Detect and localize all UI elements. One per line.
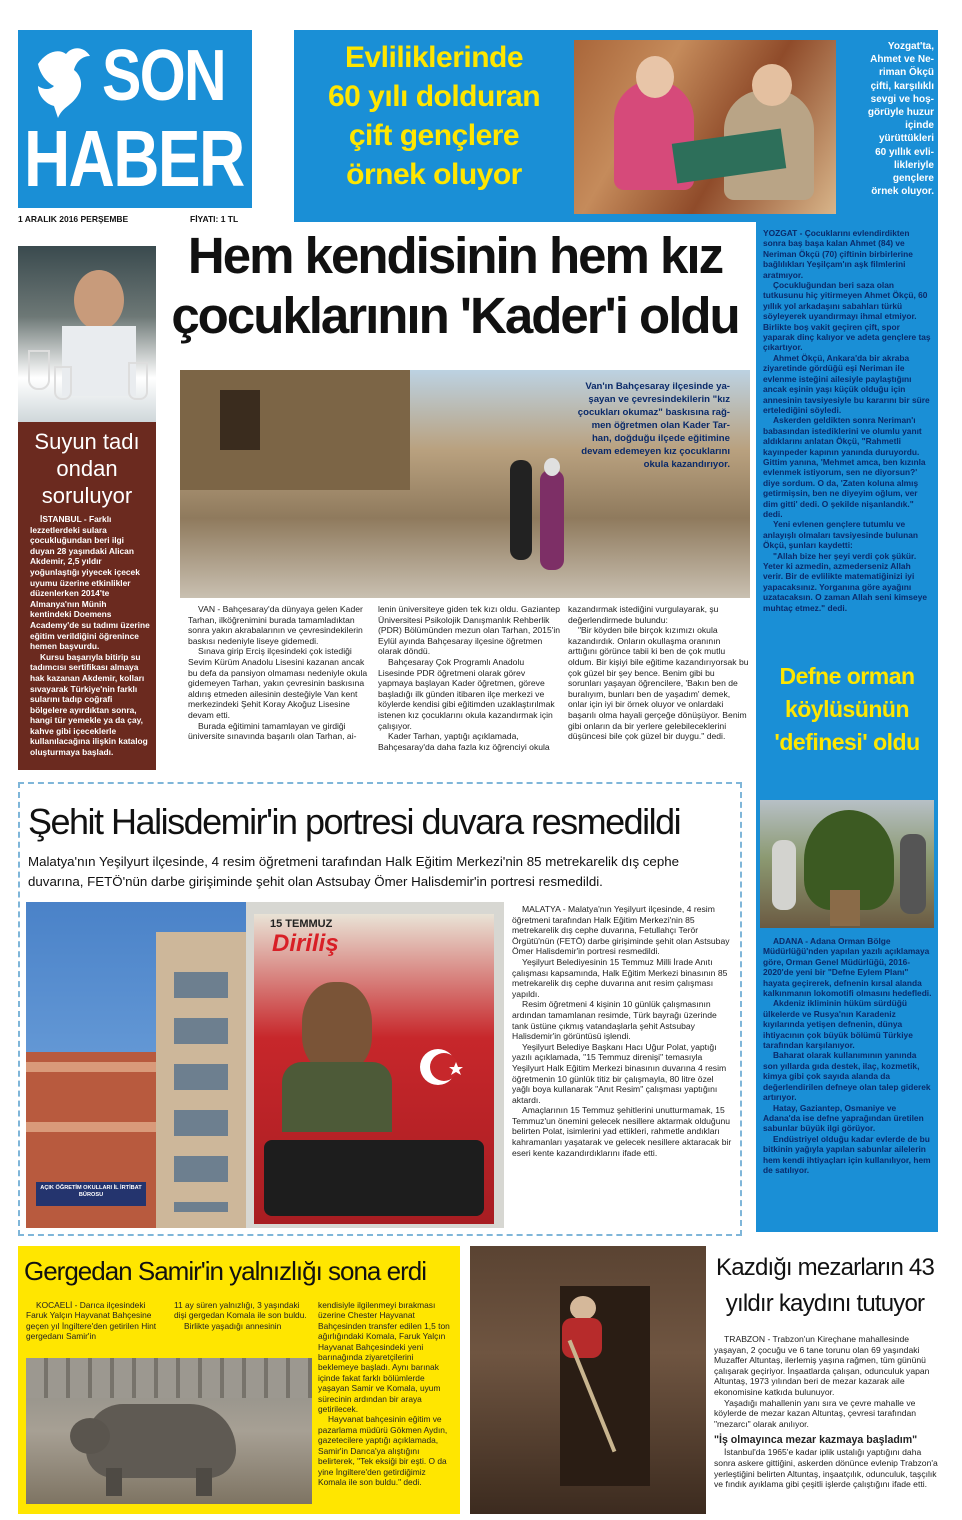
top-headline-line: Evliliklerinde	[344, 41, 524, 74]
defne-body	[763, 936, 933, 1175]
body-paragraph: Kursu başarıyla bitirip su tadımcısı sertifikası almaya hak kazanan Akdemir, kolları sıvayarak Türkiye'nin farklı sularını tadıp coğrafi bölgelere ayırdıktan sonra, hangi tür yemekle ya da çay, kahve gibi içeceklerle kullanılacağına ilişkin katalog oluşturmaya başladı.	[30, 651, 148, 758]
caption-line: çocukları okumaz" baskısına rağ-	[577, 407, 730, 418]
side-story-box	[18, 422, 156, 770]
top-headline-line: örnek oluyor	[346, 158, 522, 191]
body-paragraph: Endüstriyel olduğu kadar evlerde de bu bitkinin yağıyla yapılan sabunlar ailelerin hem kendi ihtiyaçları için kullanılıyor, hem de satılıyor.	[763, 1133, 931, 1175]
body-paragraph: Yeşilyurt Belediyesinin 15 Temmuz Milli İrade Anıtı çalışması kapsamında, Halk Eğitim Merkezi binasının 85 metrekarelik dış cephe duvarına anıt resim çalışması yapıldı.	[512, 956, 728, 999]
caption-line: devam edemeyen kız çocuklarını	[581, 446, 730, 457]
grave-headline-line: Kazdığı mezarların 43	[716, 1254, 934, 1281]
body-paragraph: Bahçesaray Çok Programlı Anadolu Lisesinde PDR öğretmeni olarak görev yapmaya başlayan Kader öğretmen, göreve başladığı ilk günden itibaren ilçe merkezi ve köylerde kendisi gibi eğitimden uzaklaştırılmak istenen kız çocuklarını okula kazandırmak için çalışıyor.	[378, 656, 555, 731]
top-story-body	[763, 228, 933, 613]
grave-body	[714, 1334, 938, 1490]
logo-line2: HABER	[24, 114, 244, 203]
mural-sign: AÇIK ÖĞRETİM OKULLARI İL İRTİBAT BÜROSU	[40, 1185, 142, 1198]
caption-line: Ahmet ve Ne-	[870, 54, 934, 66]
rhino-col3	[318, 1300, 454, 1487]
body-paragraph: kazandırmak istediğini vurgulayarak, şu değerlendirmede bulundu:	[568, 604, 719, 625]
body-paragraph: Resim öğretmeni 4 kişinin 10 günlük çalışmasının ardından tamamlanan resimde, Türk bayrağı üzerinde tank üstüne çıkmış vatandaşlarla şehit Astsubay Halisdemir'in görüntüsü işlendi.	[512, 999, 717, 1042]
grave-headline	[712, 1250, 938, 1322]
body-paragraph: 11 ay süren yalnızlığı, 3 yaşındaki dişi gergedan Komala ile son buldu.	[174, 1300, 307, 1321]
side-story-headline	[18, 428, 156, 509]
body-paragraph: Hatay, Gaziantep, Osmaniye ve Adana'da ise defne yaprağından üretilen sabunlar büyük ilgi görüyor.	[763, 1102, 924, 1134]
body-paragraph: TRABZON - Trabzon'un Kireçhane mahallesinde yaşayan, 2 çocuğu ve 6 tane torunu olan 69 yaşındaki Muzaffer Altuntaş, ilerlemiş yaşına rağmen, tüm gününü çalışarak geçiriyor. İnşaatlarda çalışan, odunculuk yapan Altuntaş, 1973 yılından beri de mezar kazarak aile ekonomisine katkıda bulunuyor.	[714, 1334, 930, 1397]
main-story-col1	[188, 604, 372, 774]
body-paragraph: Hayvanat bahçesinin eğitim ve pazarlama müdürü Gökmen Aydın, gazetecilere yaptığı açıklamada, Samir'in Darıca'ya alıştığını belirterek, "Tek eksiği bir eşti. O da yine İngiltere'den getirdiğimiz Komala ile son buldu." dedi.	[318, 1414, 448, 1487]
body-paragraph: MALATYA - Malatya'nın Yeşilyurt ilçesinde, 4 resim öğretmeni tarafından Halk Eğitim Merkezi'nin 85 metrekarelik dış cephe duvarına, Fetullahçı Terör Örgütü'nün (FETÖ) darbe girişiminde şehit olan Astsubay Ömer Halisdemir'in portresi resmedildi.	[512, 904, 730, 957]
caption-line: şayan ve çevresindekilerin "kız	[588, 394, 730, 405]
dove-icon	[28, 44, 98, 122]
rhino-col1	[26, 1300, 164, 1342]
elderly-couple-photo	[574, 40, 836, 214]
caption-line: okula kazandırıyor.	[643, 459, 730, 470]
main-story-col3	[568, 604, 750, 774]
masthead-logo[interactable]	[18, 30, 252, 208]
caption-line: çifti, karşılıklı	[870, 80, 934, 92]
crescent-star-icon	[416, 1042, 466, 1092]
mural-title-small: 15 TEMMUZ	[270, 918, 333, 930]
halisdemir-headline: Şehit Halisdemir'in portresi duvara resmedildi	[28, 801, 681, 842]
defne-headline	[756, 660, 938, 759]
top-headline-line: 60 yılı dolduran	[327, 80, 541, 113]
body-paragraph: "Bir köyden bile birçok kızımızı okula kazandırdık. Onların okullaşma oranının arttığını görünce tabii ki ben de çok mutlu oldum. Bir kişiyi bile eğitime kazandırıyorsak bu çok güzel bir şey bence. Benim gibi bu sorunları yaşayan öğrencilere, 'Bakın ben de buralıyım, bunları ben de yaşadım' demek, onlar için iyi bir örnek oluyor ve onlardaki başarılı olma hayali gerçeğe dönüşüyor. Benim gibi onların da bir yerlere gelebileceklerini düşüncesi bile çok güzel bir duygu." dedi.	[568, 625, 749, 742]
halisdemir-body	[512, 904, 734, 1158]
caption-line: 60 yıllık evli-	[875, 146, 934, 158]
issue-price: FİYATI: 1 TL	[190, 214, 239, 224]
grave-subhead: "İş olmayınca mezar kazmaya başladım"	[714, 1434, 918, 1447]
defne-headline-line: Defne orman	[779, 663, 915, 689]
mural-title-big: Diriliş	[272, 930, 339, 957]
top-story-box	[294, 30, 938, 222]
body-paragraph: "Allah bize her şeyi verdi çok şükür. Yeter ki azmedin, azmederseniz Allah verir. Bir de evlilikte matematiğinizi iyi yapacaksınız. Yorganına göre ayağını uzatacaksın. O zaman Allah seni kimseye muhtaç etmez." dedi.	[763, 550, 928, 613]
main-story-col2	[378, 604, 562, 774]
top-story-headline	[294, 38, 574, 194]
body-paragraph: Baharat olarak kullanımının yanında son yıllarda gıda destek, ilaç, kozmetik, kimya gibi çok sayıda alanda da değerlendirilen defneye olan talep giderek artırıyor.	[763, 1050, 931, 1103]
caption-line: han, doğduğu ilçede eğitimine	[591, 433, 730, 444]
body-paragraph: ADANA - Adana Orman Bölge Müdürlüğü'nden yapılan yazılı açıklamaya göre, Orman Genel Müdürlüğü, 2016-2020'de yeni bir "Defne Eylem Planı" hayata geçirerek, defnenin kırsal alanda kalkınmanın lokomotifi olmasını hedefledi.	[763, 936, 932, 999]
grave-digger-photo	[470, 1246, 706, 1514]
side-story-body	[30, 514, 150, 758]
body-paragraph: İSTANBUL - Farklı lezzetlerdeki sulara çocukluğundan beri ilgi duyan 28 yaşındaki Alican Akdemir, 2,5 yıldır yoğunlaştığı yiyecek içecek uyumu üzerine etkinlikler düzenlerken 2014'te Almanya'nın Münih kentindeki Doemens Academy'de su tadımı üzerine eğitim verildiğini öğrenince hemen başvurdu.	[30, 514, 150, 652]
top-story-caption	[842, 40, 934, 198]
caption-line: likleriyle	[893, 159, 934, 171]
issue-date: 1 ARALIK 2016 PERŞEMBE	[18, 214, 129, 224]
defne-headline-line: köylüsünün	[784, 696, 910, 722]
body-paragraph: Sınava girip Erciş ilçesindeki çok istediği Sevim Kürüm Anadolu Lisesini kazanan ancak bu defa da pansiyon olmaması nedeniyle okula gidemeyen Tarhan, yakın çevresinin baskısına aldırış etmeden ailesinin desteğiyle Van kent merkezindeki Şehit Koray Akoğuz Lisesine devam etti.	[188, 646, 368, 720]
body-paragraph: İstanbul'da 1965'e kadar iplik ustalığı yaptığını daha sonra askere gittiğini, askerden dönünce evlenip Trabzon'a yerleştiğini belirten Altuntaş, inşaatçılık, odunculuk, taşçılık ve fındık ayıklama gibi çeşitli işlerde çalıştığını ifade etti.	[714, 1447, 938, 1490]
main-headline-line: çocuklarının 'Kader'i oldu	[171, 287, 739, 344]
body-paragraph: Çocukluğundan beri saza olan tutkusunu hiç yitirmeyen Ahmet Ökçü, 60 yıllık yol arkadaşını sabahları türkü söyleyerek uyandırmayı ihmal etmiyor. Birlikte boş vakit geçiren çift, spor yaparak dinç kalıyor ve adeta gençlere taş çıkartıyor.	[763, 280, 931, 353]
body-paragraph: KOCAELİ - Darıca ilçesindeki Faruk Yalçın Hayvanat Bahçesine geçen yıl İngiltere'den getirilen Hint gergedanı Samir'in	[26, 1300, 157, 1342]
body-paragraph: Birlikte yaşadığı annesinin	[184, 1320, 282, 1331]
caption-line: Van'ın Bahçesaray ilçesinde ya-	[585, 381, 730, 392]
side-headline-line: Suyun tadı	[34, 429, 140, 454]
body-paragraph: YOZGAT - Çocuklarını evlendirdikten sonra baş başa kalan Ahmet (84) ve Neriman Ökçü (70) çiftinin birbirlerine bağlılıkları Yeşilçam'ın aşk filmlerini aratmıyor.	[763, 228, 913, 280]
main-headline	[160, 226, 750, 346]
caption-line: gençlere	[892, 173, 934, 185]
side-headline-line: ondan	[56, 456, 118, 481]
body-paragraph: Askerden geldikten sonra Neriman'ı babasından istediklerini ve olumlu yanıt aldıklarını anlatan Ökçü, "Rahmetli kayınpeder kapının yanında duruyordu. Gittim yanına, 'Mehmet amca, ben kızınla evlenmek istiyorum, sen ne diyorsun?' diye sordum. O da, 'Zaten koluna almış getirmişsin, ben ne diyeyim oğlum, ver dim gitti' dedi. O şekilde nişanlandık." dedi.	[763, 415, 926, 519]
body-paragraph: Amaçlarının 15 Temmuz şehitlerini unutturmamak, 15 Temmuz'un önemini gelecek nesillere aktarmak olduğunu belirten Polat, isimlerini yad ettikleri, rahmetle andıkları kahramanları yaşatarak ve gelecek nesillere aktaracak bir eseri kente kazandırdıklarını ifade etti.	[512, 1105, 732, 1158]
caption-line: Yozgat'ta,	[887, 41, 934, 52]
body-paragraph: Yeni evlenen gençlere tutumlu ve anlayışlı olmaları tavsiyesinde bulunan Ökçü, şunları kaydetti:	[763, 519, 918, 551]
caption-line: sevgi ve hoş-	[870, 93, 934, 105]
body-paragraph: Yaşadığı mahallenin yanı sıra ve çevre mahalle ve köylerde de mezar kazan Altuntaş, çevresi tarafından "mezarcı" olarak anılıyor.	[714, 1397, 917, 1429]
caption-line: görüyle huzur	[867, 107, 934, 119]
body-paragraph: VAN - Bahçesaray'da dünyaya gelen Kader Tarhan, ilköğrenimini burada tamamladıktan sonra yakın akrabalarının ve çevresindekilerin baskısı nedeniyle liseye gidemedi.	[188, 604, 363, 646]
mural-photo	[26, 902, 504, 1228]
top-headline-line: çift gençlere	[348, 119, 520, 152]
halisdemir-lead: Malatya'nın Yeşilyurt ilçesinde, 4 resim öğretmeni tarafından Halk Eğitim Merkezi'nin 85 metrekarelik dış cephe duvarına, FETÖ'nün darbe girişiminde şehit olan Astsubay Ömer Halisdemir'in portresi resmedildi.	[28, 854, 680, 889]
grave-headline-line: yıldır kaydını tutuyor	[725, 1290, 925, 1317]
body-paragraph: Ahmet Ökçü, Ankara'da bir akraba ziyaretinde gördüğü eşi Neriman ile evlenme isteğini ailesiyle paylaştığını ancak eşinin yaşı küçük olduğu için annesinin tavsiyesiyle bu kararını bir süre ertelediğini söyledi.	[763, 352, 930, 415]
rhino-col2	[174, 1300, 310, 1331]
body-paragraph: Burada eğitimini tamamlayan ve girdiği üniversite sınavında başarılı olan Tarhan, ai-	[188, 720, 357, 742]
side-headline-line: soruluyor	[41, 483, 133, 508]
defne-headline-line: 'definesi' oldu	[774, 729, 920, 755]
main-headline-line: Hem kendisinin hem kız	[187, 227, 723, 284]
logo-line1: SON	[102, 36, 226, 116]
caption-line: örnek oluyor.	[871, 186, 934, 198]
rhino-headline: Gergedan Samir'in yalnızlığı sona erdi	[24, 1256, 426, 1286]
body-paragraph: Kader Tarhan, yaptığı açıklamada, Bahçesaray'da daha fazla kız öğrenciyi okula	[378, 731, 550, 752]
water-taster-photo	[18, 246, 156, 422]
caption-line: içinde	[905, 120, 934, 132]
village-photo-caption	[538, 380, 730, 471]
body-paragraph: lenin üniversiteye giden tek kızı oldu. Gaziantep Üniversitesi Psikolojik Danışmanlık Rehberlik (PDR) Bölümünden mezun olan Tarhan, 2015'in Eylül ayında Bahçesaray ilçesine öğretmen olarak döndü.	[378, 604, 561, 657]
body-paragraph: Akdeniz ikliminin hüküm sürdüğü ülkelerde ve Rusya'nın Karadeniz kıyılarında yetişen defnenin, dünya ihtiyacının çok büyük bölümü Türkiye tarafından karşılanıyor.	[763, 998, 913, 1051]
caption-line: yürüttükleri	[878, 133, 934, 145]
caption-line: riman Ökçü	[878, 67, 934, 79]
body-paragraph: Yeşilyurt Belediye Başkanı Hacı Uğur Polat, yaptığı yazılı açıklamada, "15 Temmuz direnişi" temasıyla Yeşilyurt Halk Eğitim Merkezi binasının duvarına 4 resim öğretmenin 10 günlük titiz bir çalışmayla, 80 litre özel yağlı boya kullanarak "Anıt Resim" çalışması yaptığını aktardı.	[512, 1041, 727, 1105]
caption-line: men öğretmen olan Kader Tar-	[591, 420, 730, 431]
laurel-harvest-photo	[760, 800, 934, 928]
body-paragraph: kendisiyle ilgilenmeyi bırakması üzerine Chester Hayvanat Bahçesinden transfer edilen 1,5 ton ağırlığındaki Komala, Faruk Yalçın Hayvanat Bahçesindeki yeni barınağında ziyaretçilerini beklemeye başladı. Aynı barınak içinde fakat farklı bölümlerde yaşayan Samir ve Komala, uyum sürecinin ardından bir araya getirilecek.	[318, 1300, 450, 1415]
rhino-photo	[26, 1358, 312, 1504]
